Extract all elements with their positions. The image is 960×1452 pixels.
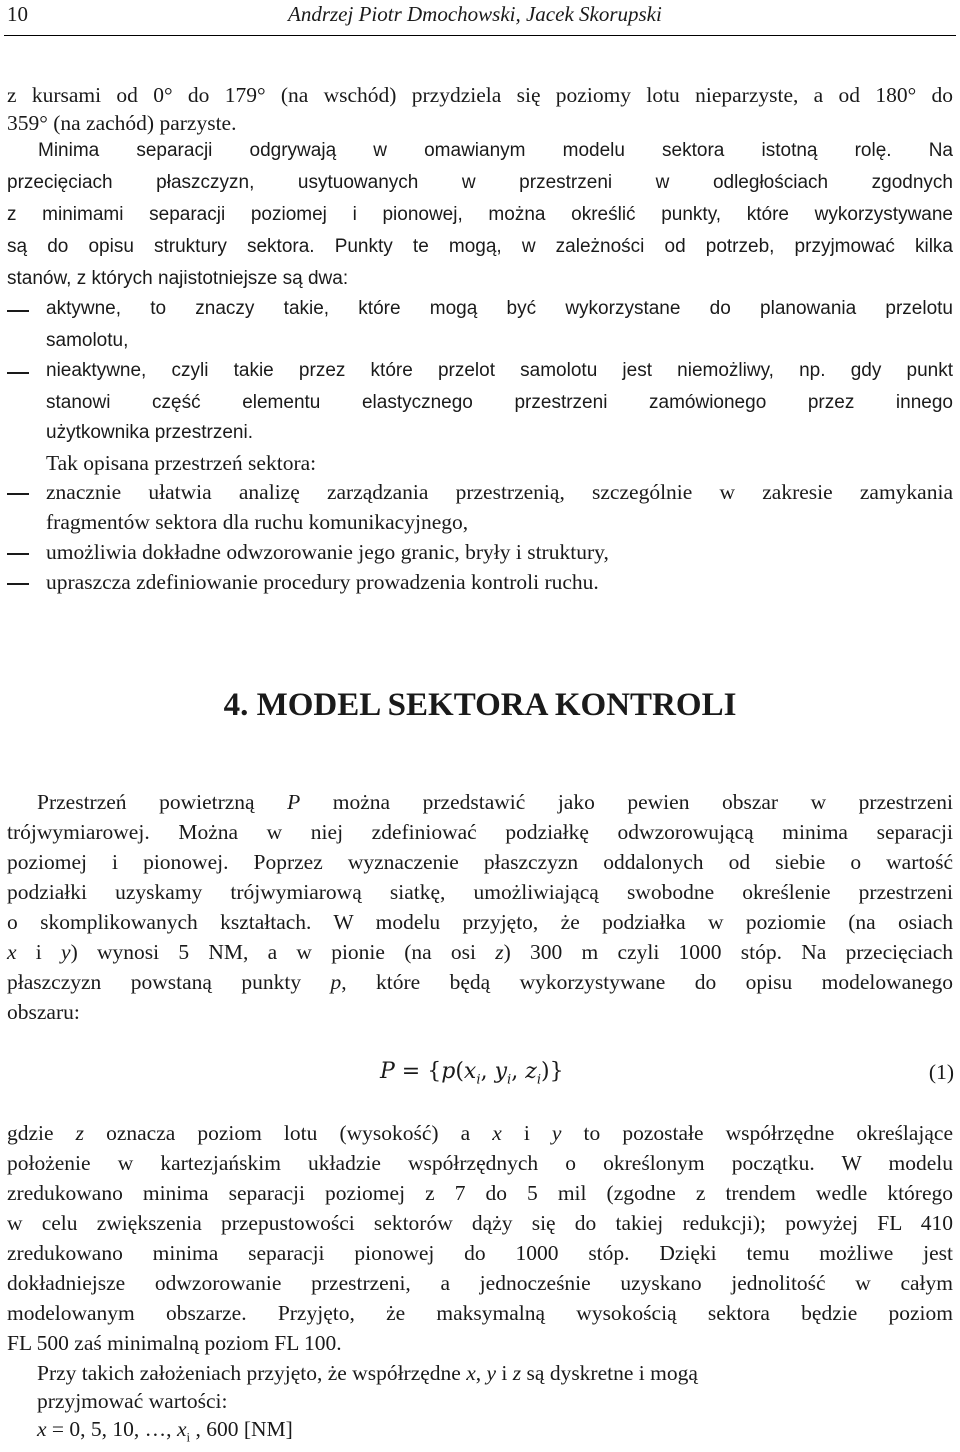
list-item-cont: samolotu,: [46, 330, 129, 351]
header-rule: [4, 35, 956, 36]
list-item: upraszcza zdefiniowanie procedury prowadzenia kontroli ruchu.: [46, 570, 599, 594]
list-dash: [7, 583, 29, 585]
text-line: gdzie z oznacza poziom lotu (wysokość) a x i y to pozostałe współrzędne określające: [7, 1121, 953, 1145]
list-item: umożliwia dokładne odwzorowanie jego granic, bryły i struktury,: [46, 540, 609, 564]
text-line: Przy takich założeniach przyjęto, że współrzędne x, y i z są dyskretne i mogą: [37, 1361, 698, 1385]
text-line: x = 0, 5, 10, …, $x_i$ , 600 [NM]: [37, 1417, 293, 1445]
text-line: przecięciach płaszczyzn, usytuowanych w przestrzeni w odległościach zgodnych: [7, 172, 953, 193]
list-dash: [7, 310, 29, 312]
text-line: stanów, z których najistotniejsze są dwa:: [7, 268, 349, 289]
text-line: są do opisu struktury sektora. Punkty te mogą, w zależności od potrzeb, przyjmować kilka: [7, 236, 953, 257]
text-line: położenie w kartezjańskim układzie współrzędnych o określonym początku. W modelu: [7, 1151, 953, 1175]
text-line: w celu zwiększenia przepustowości sektorów dąży się do takiej redukcji); powyżej FL 410: [7, 1211, 953, 1235]
list-item: znacznie ułatwia analizę zarządzania przestrzenią, szczególnie w zakresie zamykania: [46, 480, 953, 504]
text-line: 359° (na zachód) parzyste.: [7, 111, 237, 135]
text-line: z minimami separacji poziomej i pionowej, można określić punkty, które wykorzystywane: [7, 204, 953, 225]
list-item: nieaktywne, czyli takie przez które przelot samolotu jest niemożliwy, np. gdy punkt: [46, 360, 953, 381]
text-line: Minima separacji odgrywają w omawianym modelu sektora istotną rolę. Na: [38, 140, 953, 161]
list-dash: [7, 372, 29, 374]
list-item-cont: użytkownika przestrzeni.: [46, 422, 253, 443]
text-line: płaszczyzn powstaną punkty p, które będą wykorzystywane do opisu modelowanego: [7, 970, 953, 994]
page-number: 10: [7, 2, 28, 26]
list-item-cont: stanowi część elementu elastycznego przestrzeni zamówionego przez innego: [46, 392, 953, 413]
equation: $P = \{p(x_i$, $y_i$, $z_i$)}: [380, 1059, 564, 1088]
running-header: [0, 0, 960, 40]
text-line: modelowanym obszarze. Przyjęto, że maksymalną wysokością sektora będzie poziom: [7, 1301, 953, 1325]
text-line: przyjmować wartości:: [37, 1389, 228, 1413]
text-line: podziałki uzyskamy trójwymiarową siatkę, umożliwiającą swobodne określenie przestrzeni: [7, 880, 953, 904]
text-line: Tak opisana przestrzeń sektora:: [46, 451, 317, 475]
text-line: x i y) wynosi 5 NM, a w pionie (na osi z) 300 m czyli 1000 stóp. Na przecięciach: [7, 940, 953, 964]
text-line: Przestrzeń powietrzną P można przedstawić jako pewien obszar w przestrzeni: [37, 790, 953, 814]
text-line: z kursami od 0° do 179° (na wschód) przydziela się poziomy lotu nieparzyste, a od 180° do: [7, 83, 953, 107]
text-line: poziomej i pionowej. Poprzez wyznaczenie płaszczyzn oddalonych od siebie o wartość: [7, 850, 953, 874]
header-authors: Andrzej Piotr Dmochowski, Jacek Skorupski: [288, 2, 662, 26]
text-line: trójwymiarowej. Można w niej zdefiniować podziałkę odwzorowującą minima separacji: [7, 820, 953, 844]
list-dash: [7, 553, 29, 555]
text-line: zredukowano minima separacji poziomej z 7 do 5 mil (zgodne z trendem wedle którego: [7, 1181, 953, 1205]
list-dash: [7, 493, 29, 495]
text-line: zredukowano minima separacji pionowej do 1000 stóp. Dzięki temu możliwe jest: [7, 1241, 953, 1265]
list-item: aktywne, to znaczy takie, które mogą być wykorzystane do planowania przelotu: [46, 298, 953, 319]
text-line: obszaru:: [7, 1000, 80, 1024]
text-line: o skomplikowanych kształtach. W modelu przyjęto, że podziałka w poziomie (na osiach: [7, 910, 953, 934]
text-line: dokładniejsze odwzorowanie przestrzeni, a jednocześnie uzyskano jednolitość w całym: [7, 1271, 953, 1295]
list-item-cont: fragmentów sektora dla ruchu komunikacyjnego,: [46, 510, 469, 534]
equation-number: (1): [928, 1060, 954, 1084]
section-heading: 4. MODEL SEKTORA KONTROLI: [223, 687, 737, 723]
text-line: FL 500 zaś minimalną poziom FL 100.: [7, 1331, 342, 1355]
